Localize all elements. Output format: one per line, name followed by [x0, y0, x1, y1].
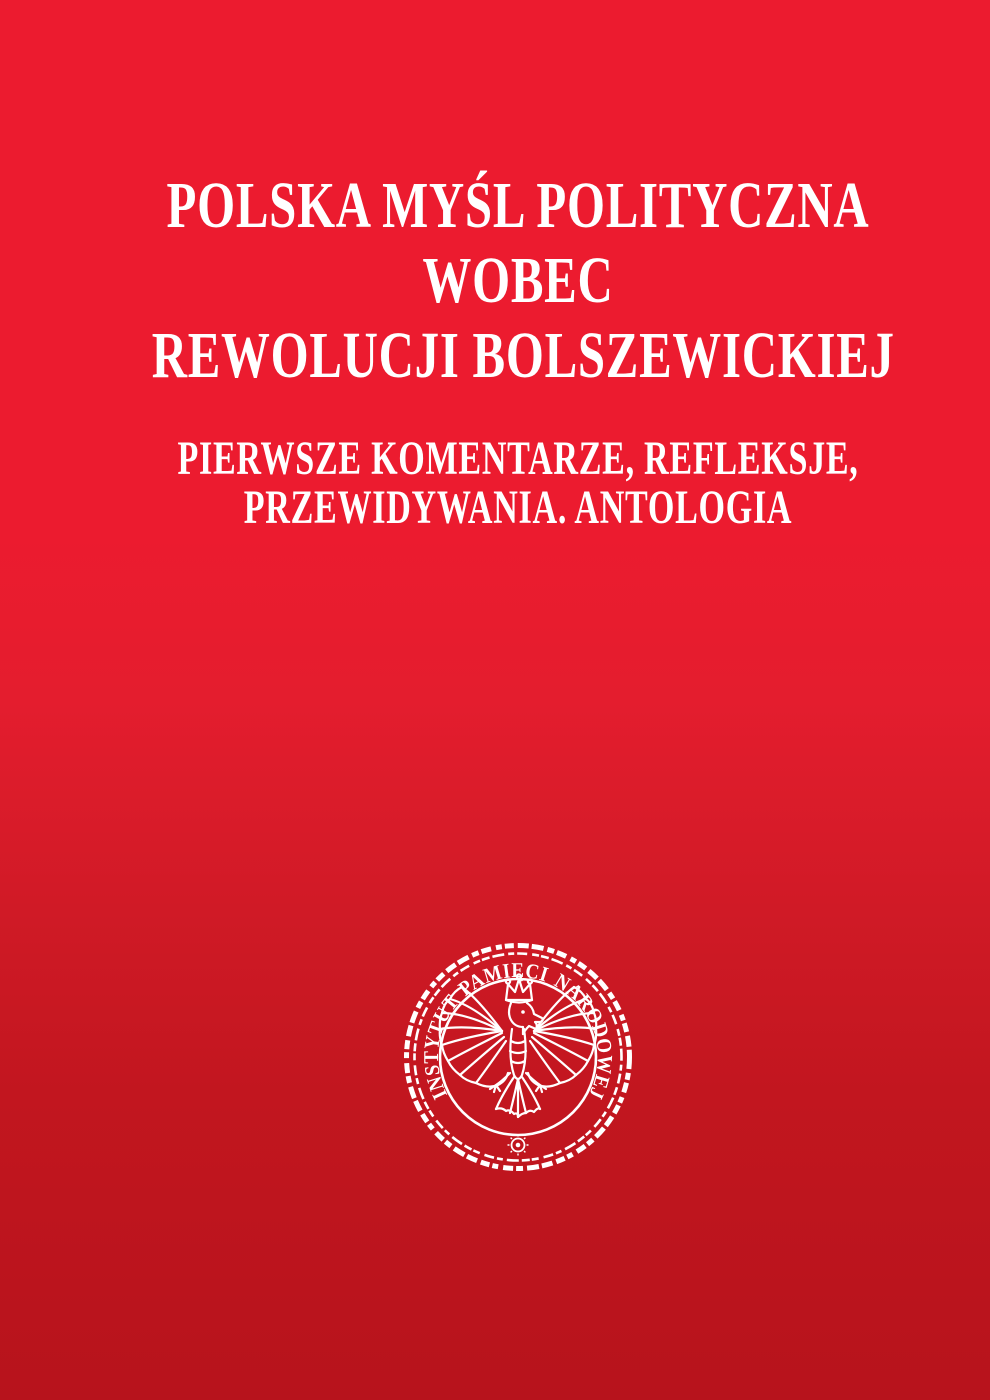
book-subtitle — [23, 434, 990, 532]
seal-ornament-icon — [508, 1135, 529, 1156]
subtitle-line-2: PRZEWIDYWANIA. ANTOLOGIA — [243, 481, 793, 534]
title-line-3: REWOLUCJI BOLSZEWICKIEJ — [151, 319, 895, 392]
ipn-seal-graphic — [398, 937, 638, 1177]
book-title — [23, 168, 990, 393]
title-line-2: WOBEC — [422, 244, 614, 317]
publisher-seal — [398, 937, 638, 1177]
title-line-1: POLSKA MYŚL POLITYCZNA — [166, 169, 870, 242]
cover-content — [23, 0, 990, 1400]
eagle-body — [510, 1029, 526, 1079]
subtitle-line-1: PIERWSZE KOMENTARZE, REFLEKSJE, — [177, 432, 859, 485]
seal-ring-text: INSTYTUT PAMIĘCI NARODOWEJ — [418, 957, 618, 1105]
